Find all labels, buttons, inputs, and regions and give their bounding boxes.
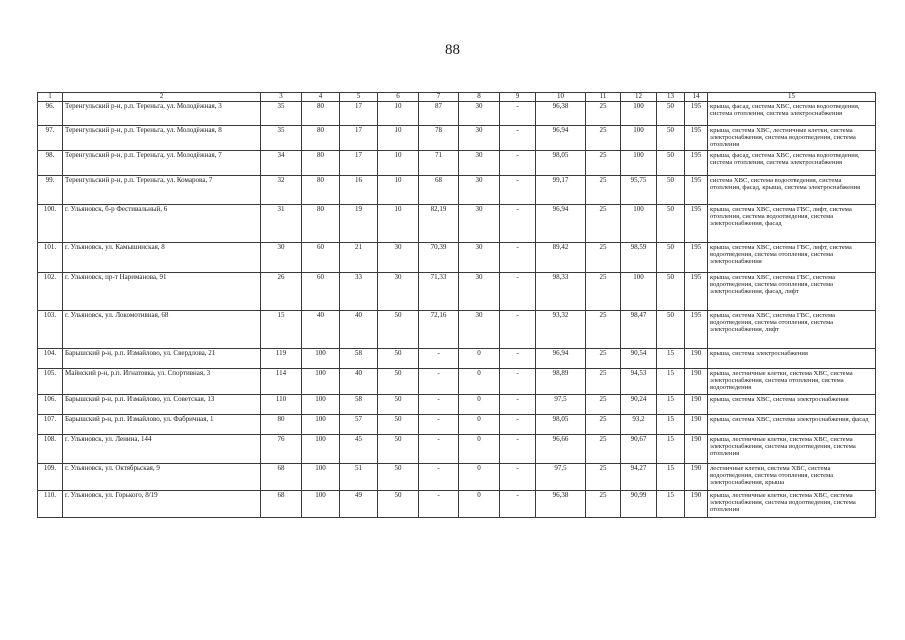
value-cell: 25 (586, 242, 621, 272)
value-cell: 31 (261, 204, 302, 242)
value-cell: 195 (685, 272, 708, 310)
value-cell: 30 (261, 242, 302, 272)
value-cell: 71,33 (419, 272, 459, 310)
value-cell: 50 (378, 434, 419, 463)
value-cell: 0 (459, 490, 500, 517)
value-cell: 68 (261, 463, 302, 490)
row-number-cell: 103. (38, 310, 63, 348)
table-row (38, 204, 876, 242)
value-cell: 58 (340, 348, 378, 368)
value-cell: 50 (378, 463, 419, 490)
value-cell: - (500, 348, 536, 368)
value-cell: 190 (685, 463, 708, 490)
address-cell: Майнский р-н, р.п. Игнатовка, ул. Спортивная, 3 (63, 368, 261, 394)
table-row (38, 272, 876, 310)
value-cell: - (500, 125, 536, 150)
value-cell: 93,32 (536, 310, 586, 348)
value-cell: 50 (378, 490, 419, 517)
value-cell: 80 (302, 204, 340, 242)
value-cell: 96,94 (536, 348, 586, 368)
column-number-header: 5 (340, 93, 378, 102)
value-cell: - (500, 175, 536, 204)
value-cell: 100 (621, 150, 657, 175)
row-number-cell: 96. (38, 101, 63, 125)
value-cell: 34 (261, 150, 302, 175)
row-number-cell: 99. (38, 175, 63, 204)
value-cell: 30 (459, 272, 500, 310)
value-cell: 15 (657, 463, 685, 490)
value-cell: 15 (657, 394, 685, 414)
value-cell: 119 (261, 348, 302, 368)
value-cell: 110 (261, 394, 302, 414)
value-cell: 25 (586, 204, 621, 242)
table-row (38, 490, 876, 517)
value-cell: 93,2 (621, 414, 657, 434)
value-cell: 190 (685, 490, 708, 517)
value-cell: 25 (586, 463, 621, 490)
value-cell: 195 (685, 242, 708, 272)
value-cell: 98,59 (621, 242, 657, 272)
value-cell: 45 (340, 434, 378, 463)
value-cell: 25 (586, 272, 621, 310)
value-cell: 99,17 (536, 175, 586, 204)
value-cell: 78 (419, 125, 459, 150)
column-number-row (38, 93, 876, 102)
value-cell: 26 (261, 272, 302, 310)
value-cell: 0 (459, 414, 500, 434)
row-number-cell: 108. (38, 434, 63, 463)
works-list-cell: крыша, система ХВС, система ГВС, система водоотведения, система отопления, система электроснабжения, фасад, лифт (708, 272, 876, 310)
value-cell: - (500, 101, 536, 125)
value-cell: 100 (302, 463, 340, 490)
column-number-header: 11 (586, 93, 621, 102)
value-cell: 25 (586, 434, 621, 463)
value-cell: 0 (459, 434, 500, 463)
value-cell: - (419, 368, 459, 394)
value-cell: 190 (685, 368, 708, 394)
works-list-cell: крыша, система электроснабжения (708, 348, 876, 368)
value-cell: - (419, 490, 459, 517)
value-cell: 35 (261, 125, 302, 150)
works-list-cell: крыша, система ХВС, система ГВС, лифт, система водоотведения, система отопления, система электроснабжения (708, 242, 876, 272)
address-cell: г. Ульяновск, ул. Октябрьская, 9 (63, 463, 261, 490)
works-list-cell: крыша, система ХВС, система электроснабжения (708, 394, 876, 414)
value-cell: 50 (378, 310, 419, 348)
value-cell: 50 (657, 101, 685, 125)
value-cell: 114 (261, 368, 302, 394)
value-cell: 190 (685, 394, 708, 414)
value-cell: 71 (419, 150, 459, 175)
column-number-header: 7 (419, 93, 459, 102)
value-cell: 50 (378, 348, 419, 368)
value-cell: 60 (302, 272, 340, 310)
value-cell: 195 (685, 101, 708, 125)
table-row (38, 463, 876, 490)
value-cell: 10 (378, 204, 419, 242)
value-cell: 35 (261, 101, 302, 125)
value-cell: 98,47 (621, 310, 657, 348)
value-cell: 17 (340, 125, 378, 150)
value-cell: 15 (657, 414, 685, 434)
value-cell: 10 (378, 125, 419, 150)
value-cell: 50 (378, 394, 419, 414)
value-cell: 100 (621, 204, 657, 242)
value-cell: 30 (459, 101, 500, 125)
value-cell: 98,89 (536, 368, 586, 394)
column-number-header: 14 (685, 93, 708, 102)
column-number-header: 1 (38, 93, 63, 102)
value-cell: 51 (340, 463, 378, 490)
value-cell: 98,05 (536, 150, 586, 175)
column-number-header: 4 (302, 93, 340, 102)
value-cell: 21 (340, 242, 378, 272)
value-cell: 195 (685, 125, 708, 150)
value-cell: 97,5 (536, 463, 586, 490)
value-cell: 30 (378, 272, 419, 310)
value-cell: 10 (378, 150, 419, 175)
value-cell: 25 (586, 348, 621, 368)
value-cell: - (500, 394, 536, 414)
value-cell: 30 (459, 125, 500, 150)
value-cell: 94,53 (621, 368, 657, 394)
table-row (38, 414, 876, 434)
value-cell: 30 (459, 310, 500, 348)
value-cell: 190 (685, 414, 708, 434)
value-cell: 50 (657, 150, 685, 175)
value-cell: 30 (378, 242, 419, 272)
address-cell: Теренгульский р-н, р.п. Тереньга, ул. Молодёжная, 8 (63, 125, 261, 150)
value-cell: 97,5 (536, 394, 586, 414)
value-cell: 96,94 (536, 204, 586, 242)
row-number-cell: 107. (38, 414, 63, 434)
value-cell: 76 (261, 434, 302, 463)
value-cell: 32 (261, 175, 302, 204)
value-cell: 72,16 (419, 310, 459, 348)
address-cell: г. Ульяновск, ул. Горького, 8/19 (63, 490, 261, 517)
value-cell: 17 (340, 150, 378, 175)
column-number-header: 12 (621, 93, 657, 102)
value-cell: 87 (419, 101, 459, 125)
value-cell: 19 (340, 204, 378, 242)
address-cell: Теренгульский р-н, р.п. Тереньга, ул. Комарова, 7 (63, 175, 261, 204)
value-cell: 50 (657, 125, 685, 150)
value-cell: 94,27 (621, 463, 657, 490)
table-row (38, 368, 876, 394)
works-list-cell: крыша, система ХВС, лестничные клетки, система электроснабжения, система водоотведения, система отопления (708, 125, 876, 150)
table-row (38, 310, 876, 348)
value-cell: 70,39 (419, 242, 459, 272)
table-row (38, 101, 876, 125)
address-cell: Барышский р-н, р.п. Измайлово, ул. Советская, 13 (63, 394, 261, 414)
value-cell: - (500, 434, 536, 463)
value-cell: 80 (302, 175, 340, 204)
value-cell: 50 (378, 414, 419, 434)
value-cell: 80 (302, 150, 340, 175)
value-cell: 190 (685, 434, 708, 463)
works-list-cell: крыша, система ХВС, система электроснабжения, фасад (708, 414, 876, 434)
works-list-cell: крыша, лестничные клетки, система ХВС, система электроснабжения, система водоотведения, система отопления (708, 434, 876, 463)
value-cell: 0 (459, 394, 500, 414)
works-list-cell: система ХВС, система водоотведения, система отопления, фасад, крыша, система электроснабжения (708, 175, 876, 204)
value-cell: - (419, 463, 459, 490)
column-number-header: 9 (500, 93, 536, 102)
value-cell: - (500, 368, 536, 394)
value-cell: 17 (340, 101, 378, 125)
value-cell: 100 (621, 101, 657, 125)
value-cell: 195 (685, 175, 708, 204)
row-number-cell: 98. (38, 150, 63, 175)
value-cell: 25 (586, 394, 621, 414)
value-cell: 82,19 (419, 204, 459, 242)
value-cell: 49 (340, 490, 378, 517)
column-number-header: 2 (63, 93, 261, 102)
value-cell: - (500, 463, 536, 490)
value-cell: 96,66 (536, 434, 586, 463)
value-cell: - (419, 348, 459, 368)
address-cell: г. Ульяновск, ул. Ленина, 144 (63, 434, 261, 463)
value-cell: 30 (459, 150, 500, 175)
value-cell: 57 (340, 414, 378, 434)
value-cell: 15 (657, 490, 685, 517)
column-number-header: 8 (459, 93, 500, 102)
row-number-cell: 110. (38, 490, 63, 517)
value-cell: 190 (685, 348, 708, 368)
value-cell: 100 (621, 125, 657, 150)
value-cell: 25 (586, 368, 621, 394)
value-cell: 30 (459, 242, 500, 272)
table-row (38, 125, 876, 150)
value-cell: 195 (685, 150, 708, 175)
value-cell: 25 (586, 490, 621, 517)
table-row (38, 175, 876, 204)
value-cell: - (419, 434, 459, 463)
value-cell: - (500, 242, 536, 272)
address-cell: г. Ульяновск, ул. Локомотивная, 68 (63, 310, 261, 348)
page-number: 88 (445, 42, 460, 58)
value-cell: 25 (586, 101, 621, 125)
value-cell: 96,38 (536, 490, 586, 517)
value-cell: 89,42 (536, 242, 586, 272)
value-cell: 58 (340, 394, 378, 414)
value-cell: 33 (340, 272, 378, 310)
address-cell: г. Ульяновск, пр-т Нариманова, 91 (63, 272, 261, 310)
works-list-cell: крыша, фасад, система ХВС, система водоотведения, система отопления, система электроснабжения (708, 150, 876, 175)
value-cell: 50 (657, 310, 685, 348)
value-cell: - (500, 204, 536, 242)
row-number-cell: 102. (38, 272, 63, 310)
value-cell: - (500, 150, 536, 175)
value-cell: 50 (657, 175, 685, 204)
value-cell: 90,99 (621, 490, 657, 517)
value-cell: 25 (586, 310, 621, 348)
works-list-cell: крыша, система ХВС, система ГВС, лифт, система отопления, система водоотведения, система электроснабжения, фасад (708, 204, 876, 242)
column-number-header: 3 (261, 93, 302, 102)
value-cell: 15 (657, 368, 685, 394)
value-cell: 195 (685, 310, 708, 348)
value-cell: 96,94 (536, 125, 586, 150)
address-cell: Барышский р-н, р.п. Измайлово, ул. Свердлова, 21 (63, 348, 261, 368)
value-cell: 15 (657, 434, 685, 463)
table-row (38, 242, 876, 272)
value-cell: 100 (621, 272, 657, 310)
table-row (38, 150, 876, 175)
value-cell: 50 (657, 204, 685, 242)
value-cell: - (419, 414, 459, 434)
value-cell: 50 (378, 368, 419, 394)
row-number-cell: 105. (38, 368, 63, 394)
value-cell: 15 (261, 310, 302, 348)
works-list-cell: лестничные клетки, система ХВС, система водоотведения, система отопления, система электроснабжения, крыша (708, 463, 876, 490)
value-cell: - (500, 272, 536, 310)
address-cell: Теренгульский р-н, р.п. Тереньга, ул. Молодёжная, 3 (63, 101, 261, 125)
row-number-cell: 100. (38, 204, 63, 242)
value-cell: 90,54 (621, 348, 657, 368)
value-cell: 30 (459, 175, 500, 204)
value-cell: 100 (302, 368, 340, 394)
address-cell: Теренгульский р-н, р.п. Тереньга, ул. Молодёжная, 7 (63, 150, 261, 175)
value-cell: 10 (378, 101, 419, 125)
table-row (38, 434, 876, 463)
works-list-cell: крыша, система ХВС, система ГВС, система водоотведения, система отопления, система электроснабжения, лифт (708, 310, 876, 348)
value-cell: 25 (586, 414, 621, 434)
value-cell: 98,33 (536, 272, 586, 310)
value-cell: 50 (657, 272, 685, 310)
value-cell: - (500, 414, 536, 434)
value-cell: 90,24 (621, 394, 657, 414)
value-cell: 100 (302, 348, 340, 368)
value-cell: 98,05 (536, 414, 586, 434)
value-cell: 195 (685, 204, 708, 242)
value-cell: 0 (459, 368, 500, 394)
row-number-cell: 104. (38, 348, 63, 368)
row-number-cell: 106. (38, 394, 63, 414)
value-cell: 80 (261, 414, 302, 434)
value-cell: 80 (302, 125, 340, 150)
works-list-cell: крыша, лестничные клетки, система ХВС, система электроснабжения, система водоотведения, система отопления (708, 490, 876, 517)
value-cell: 90,67 (621, 434, 657, 463)
address-cell: Барышский р-н, р.п. Измайлово, ул. Фабричная, 1 (63, 414, 261, 434)
value-cell: 40 (302, 310, 340, 348)
value-cell: 25 (586, 150, 621, 175)
value-cell: 15 (657, 348, 685, 368)
value-cell: 100 (302, 414, 340, 434)
value-cell: 68 (261, 490, 302, 517)
column-number-header: 13 (657, 93, 685, 102)
value-cell: - (419, 394, 459, 414)
address-cell: г. Ульяновск, б-р Фестивальный, 6 (63, 204, 261, 242)
value-cell: 60 (302, 242, 340, 272)
column-number-header: 6 (378, 93, 419, 102)
value-cell: 95,75 (621, 175, 657, 204)
value-cell: 0 (459, 463, 500, 490)
value-cell: 25 (586, 175, 621, 204)
value-cell: 25 (586, 125, 621, 150)
value-cell: 16 (340, 175, 378, 204)
table-body (38, 101, 876, 517)
address-cell: г. Ульяновск, ул. Камышинская, 8 (63, 242, 261, 272)
row-number-cell: 97. (38, 125, 63, 150)
value-cell: 10 (378, 175, 419, 204)
value-cell: 30 (459, 204, 500, 242)
row-number-cell: 109. (38, 463, 63, 490)
value-cell: 100 (302, 394, 340, 414)
value-cell: 96,38 (536, 101, 586, 125)
column-number-header: 15 (708, 93, 876, 102)
table-row (38, 394, 876, 414)
repair-register-table (37, 92, 876, 518)
row-number-cell: 101. (38, 242, 63, 272)
column-number-header: 10 (536, 93, 586, 102)
value-cell: - (500, 310, 536, 348)
value-cell: 68 (419, 175, 459, 204)
value-cell: 80 (302, 101, 340, 125)
works-list-cell: крыша, лестничные клетки, система ХВС, система электроснабжения, система отопления, система водоотведения (708, 368, 876, 394)
value-cell: 40 (340, 310, 378, 348)
value-cell: - (500, 490, 536, 517)
value-cell: 50 (657, 242, 685, 272)
value-cell: 100 (302, 490, 340, 517)
works-list-cell: крыша, фасад, система ХВС, система водоотведения, система отопления, система электроснабжения (708, 101, 876, 125)
value-cell: 0 (459, 348, 500, 368)
value-cell: 100 (302, 434, 340, 463)
table-row (38, 348, 876, 368)
value-cell: 40 (340, 368, 378, 394)
